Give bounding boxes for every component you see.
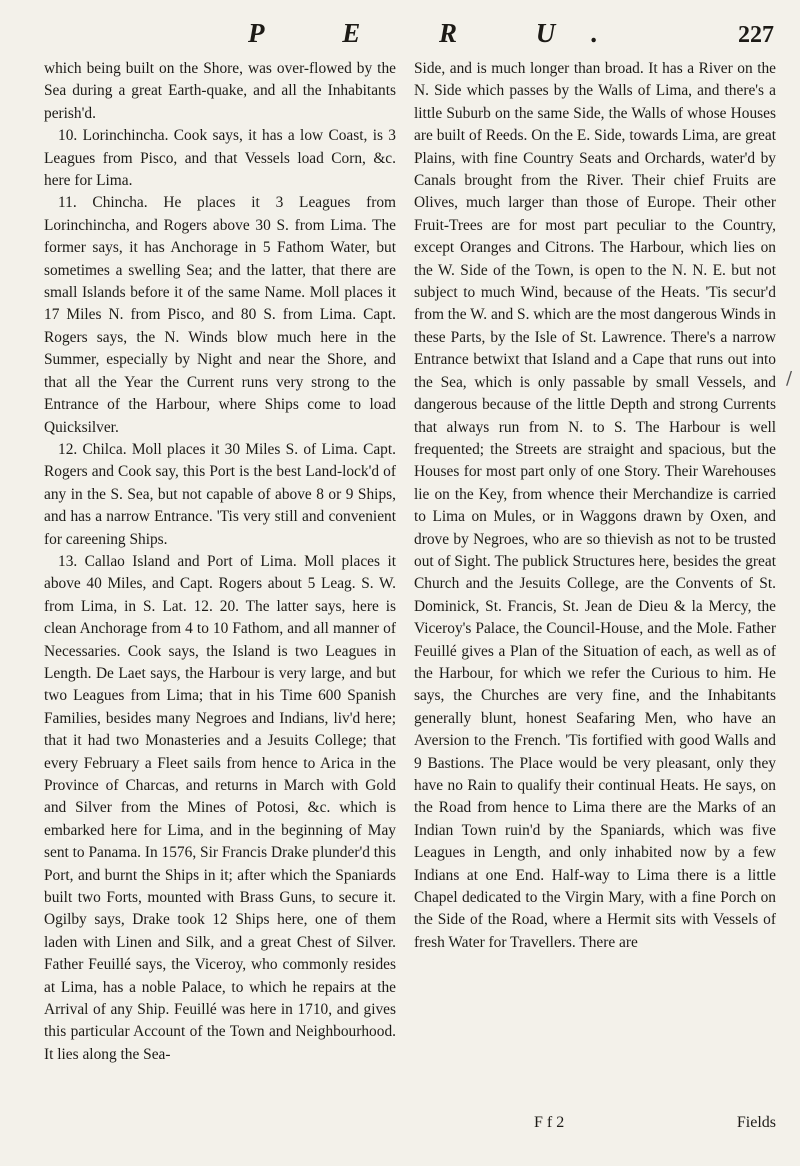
margin-mark: / <box>786 368 793 389</box>
catchword: Fields <box>736 1114 776 1131</box>
paragraph: 10. Lorinchincha. Cook says, it has a low Coast, is 3 Leagues from Pisco, and that Vessels load Corn, &c. here for Lima. <box>44 127 396 190</box>
paragraph: 13. Callao Island and Port of Lima. Moll places it above 40 Miles, and Capt. Rogers about 5 Leag. S. W. from Lima, in S. Lat. 12. 20. The latter says, here is clean Anchorage from 4 to 10 Fathom, and all manner of Necessaries. Cook says, the Island is two Leagues in Length. De Laet says, the Harbour is very large, and but two Leagues from Lima; that in his Time 600 Spanish Families, besides many Negroes and Indians, liv'd here; that it had two Monasteries and a Jesuits College; that every February a Fleet sails from hence to Arica in the Province of Charcas, and returns in March with Gold and Silver from the Mines of Potosi, &c. which is embarked here for Lima, and in the beginning of May sent to Panama. In 1576, Sir Francis Drake plunder'd this Port, and burnt the Ships in it; after which the Spaniards built two Forts, mounted with Brass Guns, to secure it. Ogilby says, Drake took 12 Ships here, one of them laden with Linen and Silk, and a great Chest of Silver. Father Feuillé says, the Viceroy, who commonly resides at Lima, has a noble Palace, to which he repairs at the Arrival of any Ship. Feuillé was here in 1710, and gives this particular Account of the Town and Neighbourhood. It lies along the Sea- <box>44 552 396 1063</box>
signature-mark: F f 2 <box>534 1114 565 1131</box>
running-header <box>0 14 800 54</box>
paragraph: 12. Chilca. Moll places it 30 Miles S. of Lima. Capt. Rogers and Cook say, this Port is the best Land-lock'd of any in the S. Sea, but not capable of above 8 or 9 Ships, and has a narrow Entrance. 'Tis very still and convenient for careening Ships. <box>44 440 396 548</box>
paragraph: which being built on the Shore, was over-flowed by the Sea during a great Earth-quake, and all the Inhabitants perish'd. <box>44 60 396 122</box>
left-column <box>44 58 396 1148</box>
running-title: P E R U. <box>248 18 635 48</box>
paragraph: Side, and is much longer than broad. It has a River on the N. Side which passes by the Walls of Lima, and there's a little Suburb on the same Side, the Walls of whose Houses are built of Reeds. On the E. Side, towards Lima, are great Plains, with fine Country Seats and Orchards, water'd by Canals brought from the River. Their chief Fruits are Olives, much larger than those of Europe. Their other Fruit-Trees are for most part peculiar to the Country, except Oranges and Citrons. The Harbour, which lies on the W. Side of the Town, is open to the N. N. E. but not subject to much Wind, because of the Heats. 'Tis secur'd from the W. and S. which are the most dangerous Winds in these Parts, by the Isle of St. Lawrence. There's a narrow Entrance betwixt that Island and a Cape that runs out into the Sea, which is only passable by small Vessels, and dangerous because of the little Depth and strong Currents that always run from N. to S. The Harbour is well frequented; the Streets are straight and spacious, but the Houses for most part only of one Story. Their Warehouses lie on the Key, from whence their Merchandize is carried to Lima on Mules, or in Waggons drawn by Oxen, and drove by Negroes, who are so thievish as not to be trusted out of Sight. The publick Structures here, besides the great Church and the Jesuits College, are the Convents of St. Dominick, St. Francis, St. Jean de Dieu & la Mercy, the Viceroy's Palace, the Council-House, and the Mole. Father Feuillé gives a Plan of the Situation of each, as well as of the Harbour, for which we refer the Curious to him. He says, the Churches are very fine, and the Inhabitants generally blunt, honest Seafaring Men, who have an Aversion to the French. 'Tis fortified with good Walls and 9 Bastions. The Place would be very pleasant, only they have no Rain to qualify their continual Heats. He says, on the Road from hence to Lima there are the Marks of an Indian Town ruin'd by the Spaniards, which was five Leagues in Length, and only inhabited now by a few Indians at one End. Half-way to Lima there is a little Chapel dedicated to the Virgin Mary, with a fine Porch on the Side of the Road, where a Hermit sits with Vessels of fresh Water for Travellers. There are <box>414 60 776 951</box>
page-footer <box>414 1114 776 1138</box>
paragraph: 11. Chincha. He places it 3 Leagues from Lorinchincha, and Rogers above 30 S. from Lima. The former says, it has Anchorage in 5 Fathom Water, but sometimes a swelling Sea; and the latter, that there are small Islands before it of the same Name. Moll places it 17 Miles N. from Pisco, and 80 S. from Lima. Capt. Rogers says, the N. Winds blow much here in the Summer, especially by Night and near the Shore, and that all the Year the Current runs very strong to the Entrance of the Harbour, where Ships come to load Quicksilver. <box>44 194 396 436</box>
right-column <box>414 58 776 1148</box>
page-number: 227 <box>738 22 774 48</box>
